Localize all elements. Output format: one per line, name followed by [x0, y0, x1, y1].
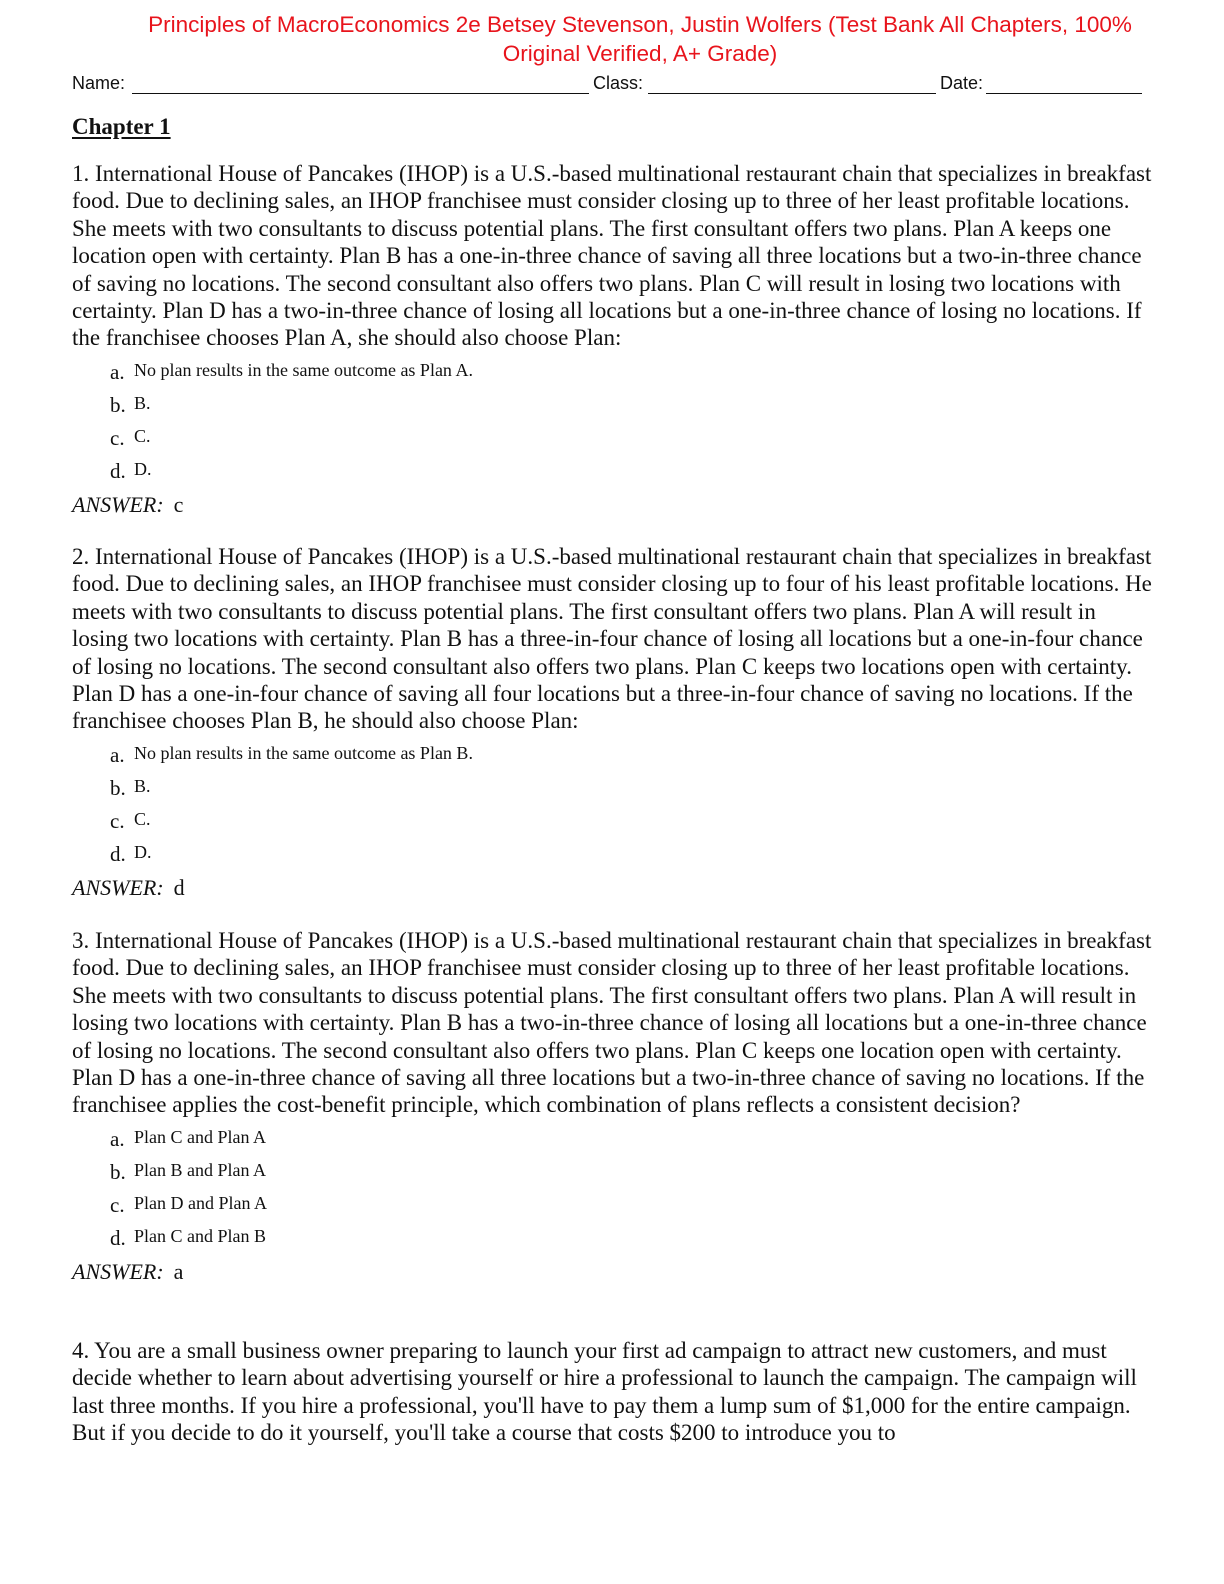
option-text: B. — [134, 392, 151, 413]
option-letter: a. — [110, 359, 125, 384]
option-d[interactable] — [72, 1220, 1152, 1253]
option-b[interactable] — [72, 387, 1152, 420]
option-letter: b. — [110, 392, 126, 417]
answer-line — [72, 875, 1152, 901]
option-text: Plan D and Plan A — [134, 1192, 267, 1213]
answer-value: a — [173, 1258, 184, 1284]
option-text: B. — [134, 775, 151, 796]
option-letter: c. — [110, 1192, 125, 1217]
question-4 — [72, 1337, 1152, 1447]
answer-line — [72, 1259, 1152, 1285]
option-c[interactable] — [72, 420, 1152, 453]
options-list — [72, 1121, 1152, 1253]
question-2 — [72, 543, 1152, 901]
options-list — [72, 737, 1152, 869]
option-letter: d. — [110, 458, 126, 483]
option-letter: b. — [110, 775, 126, 800]
question-text: 4. You are a small business owner preparing to launch your first ad campaign to attract new customers, and must decide whether to learn about advertising yourself or hire a professional to launch the campaign. The campaign will last three months. If you hire a professional, you'll have to pay them a lump sum of $1,000 for the entire campaign. But if you decide to do it yourself, you'll take a course that costs $200 to introduce you to — [72, 1338, 1137, 1446]
banner-line-1: Principles of MacroEconomics 2e Betsey Stevenson, Justin Wolfers (Test Bank All Chapters, 100% — [148, 12, 1132, 37]
options-list — [72, 354, 1152, 486]
option-text: Plan C and Plan B — [134, 1225, 267, 1246]
option-text: Plan C and Plan A — [134, 1126, 267, 1147]
option-letter: a. — [110, 742, 125, 767]
answer-value: c — [173, 491, 184, 517]
name-field-line[interactable] — [132, 93, 589, 94]
answer-label: ANSWER: — [72, 874, 164, 900]
option-letter: a. — [110, 1126, 125, 1151]
option-letter: c. — [110, 808, 125, 833]
answer-label: ANSWER: — [72, 1258, 164, 1284]
student-info-header — [72, 71, 1142, 97]
date-label: Date: — [940, 73, 984, 93]
option-letter: b. — [110, 1159, 126, 1184]
option-a[interactable] — [72, 737, 1152, 770]
option-text: No plan results in the same outcome as Plan A. — [134, 359, 473, 380]
option-text: D. — [134, 458, 152, 479]
option-d[interactable] — [72, 453, 1152, 486]
answer-label: ANSWER: — [72, 491, 164, 517]
option-d[interactable] — [72, 836, 1152, 869]
option-text: Plan B and Plan A — [134, 1159, 267, 1180]
option-b[interactable] — [72, 770, 1152, 803]
date-field-line[interactable] — [986, 93, 1142, 94]
question-3 — [72, 927, 1152, 1285]
document-banner — [110, 10, 1170, 68]
chapter-title: Chapter 1 — [72, 114, 171, 139]
answer-line — [72, 492, 1152, 518]
option-a[interactable] — [72, 1121, 1152, 1154]
question-text: 1. International House of Pancakes (IHOP) is a U.S.-based multinational restaurant chain that specializes in breakfast food. Due to declining sales, an IHOP franchisee must consider closing up to three of her least profitable locations. She meets with two consultants to discuss potential plans. The first consultant offers two plans. Plan A keeps one location open with certainty. Plan B has a one-in-three chance of saving all three locations but a two-in-three chance of saving no locations. The second consultant also offers two plans. Plan C will result in losing two locations with certainty. Plan D has a two-in-three chance of losing all locations but a one-in-three chance of losing no locations. If the franchisee chooses Plan A, she should also choose Plan: — [72, 161, 1152, 351]
question-text: 3. International House of Pancakes (IHOP) is a U.S.-based multinational restaurant chain that specializes in breakfast food. Due to declining sales, an IHOP franchisee must consider closing up to three of her least profitable locations. She meets with two consultants to discuss potential plans. The first consultant offers two plans. Plan A will result in losing two locations with certainty. Plan B has a two-in-three chance of losing all locations but a one-in-three chance of losing no locations. The second consultant also offers two plans. Plan C keeps one location open with certainty. Plan D has a one-in-three chance of saving all three locations but a two-in-three chance of saving no locations. If the franchisee applies the cost-benefit principle, which combination of plans reflects a consistent decision? — [72, 928, 1152, 1118]
option-letter: c. — [110, 425, 125, 450]
option-a[interactable] — [72, 354, 1152, 387]
option-text: No plan results in the same outcome as Plan B. — [134, 742, 473, 763]
name-label: Name: — [72, 73, 126, 93]
class-field-line[interactable] — [648, 93, 936, 94]
option-letter: d. — [110, 841, 126, 866]
option-letter: d. — [110, 1225, 126, 1250]
option-c[interactable] — [72, 803, 1152, 836]
option-c[interactable] — [72, 1187, 1152, 1220]
option-text: D. — [134, 841, 152, 862]
option-text: C. — [134, 425, 151, 446]
answer-value: d — [173, 874, 185, 900]
banner-line-2: Original Verified, A+ Grade) — [502, 41, 778, 66]
class-label: Class: — [593, 73, 644, 93]
option-b[interactable] — [72, 1154, 1152, 1187]
question-text: 2. International House of Pancakes (IHOP) is a U.S.-based multinational restaurant chain that specializes in breakfast food. Due to declining sales, an IHOP franchisee must consider closing up to four of his least profitable locations. He meets with two consultants to discuss potential plans. The first consultant offers two plans. Plan A will result in losing two locations with certainty. Plan B has a three-in-four chance of losing all locations but a one-in-four chance of losing no locations. The second consultant also offers two plans. Plan C keeps two locations open with certainty. Plan D has a one-in-four chance of saving all four locations but a three-in-four chance of saving no locations. If the franchisee chooses Plan B, he should also choose Plan: — [72, 544, 1152, 734]
option-text: C. — [134, 808, 151, 829]
question-1 — [72, 160, 1152, 518]
